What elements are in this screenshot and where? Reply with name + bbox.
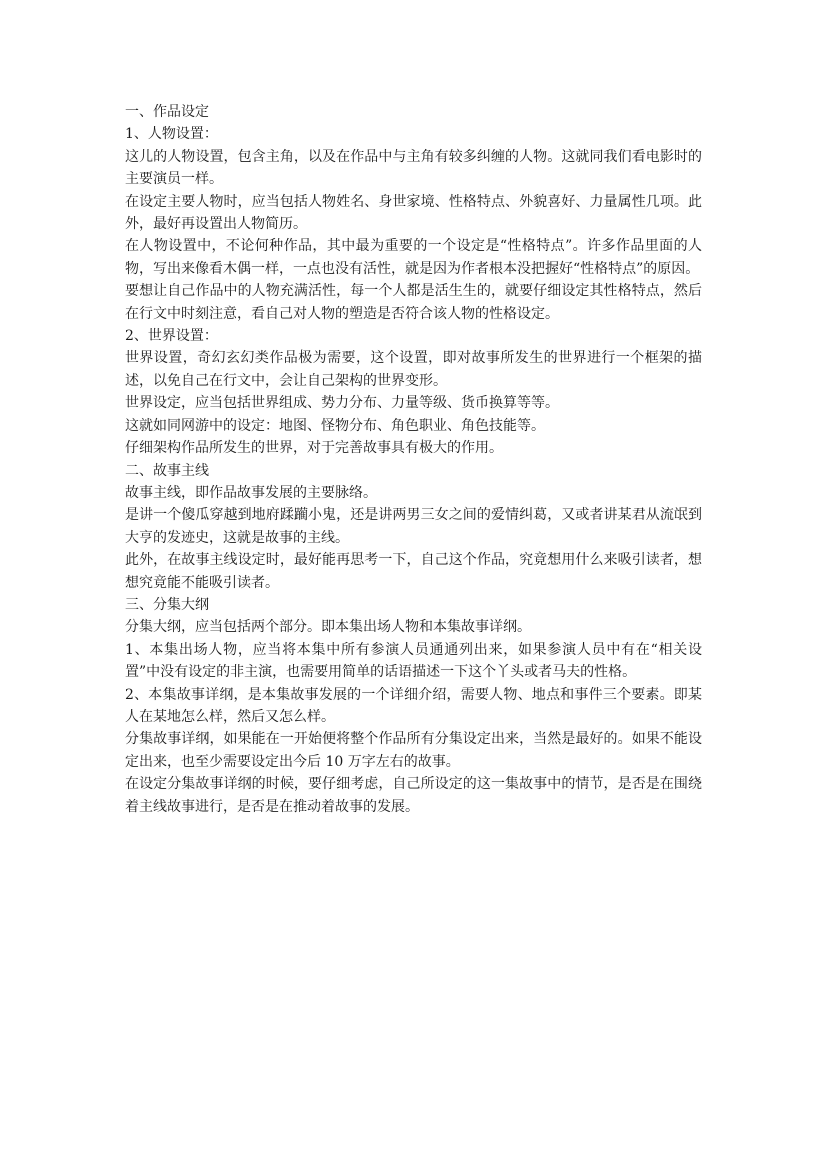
paragraph: 分集故事详纲，如果能在一开始便将整个作品所有分集设定出来，当然是最好的。如果不能设定出来，也至少需要设定出今后 10 万字左右的故事。 [125,731,702,770]
paragraph: 在人物设置中，不论何种作品，其中最为重要的一个设定是“性格特点”。许多作品里面的人物，写出来像看木偶一样，一点也没有活性，就是因为作者根本没把握好“性格特点”的原因。 [125,238,702,277]
paragraph: 分集大纲，应当包括两个部分。即本集出场人物和本集故事详纲。 [125,619,531,636]
paragraph: 1、人物设置： [125,126,218,143]
paragraph: 仔细架构作品所发生的世界，对于完善故事具有极大的作用。 [125,440,503,457]
paragraph: 此外，在故事主线设定时，最好能再思考一下，自己这个作品，究竟想用什么来吸引读者，想想究竟能不能吸引读者。 [125,552,702,591]
paragraph: 故事主线，即作品故事发展的主要脉络。 [125,484,377,501]
section-heading: 一、作品设定 [125,104,209,120]
paragraph: 要想让自己作品中的人物充满活性，每一个人都是活生生的，就要仔细设定其性格特点，然后在行文中时刻注意，看自己对人物的塑造是否符合该人物的性格设定。 [125,283,702,322]
section-heading: 二、故事主线 [125,462,209,479]
document-body [125,101,702,818]
paragraph: 这儿的人物设置，包含主角，以及在作品中与主角有较多纠缠的人物。这就同我们看电影时的主要演员一样。 [125,148,702,188]
paragraph: 2、本集故事详纲，是本集故事发展的一个详细介绍，需要人物、地点和事件三个要素。即某人在某地怎么样，然后又怎么样。 [125,686,702,725]
paragraph: 在设定主要人物时，应当包括人物姓名、身世家境、性格特点、外貌喜好、力量属性几项。此外，最好再设置出人物简历。 [125,193,702,233]
paragraph: 2、世界设置： [125,328,218,345]
paragraph: 这就如同网游中的设定：地图、怪物分布、角色职业、角色技能等。 [125,417,545,434]
paragraph: 1、本集出场人物，应当将本集中所有参演人员通通列出来，如果参演人员中有在“相关设置”中没有设定的非主演，也需要用简单的话语描述一下这个丫头或者马夫的性格。 [125,641,702,681]
paragraph: 世界设定，应当包括世界组成、势力分布、力量等级、货币换算等等。 [125,395,559,412]
paragraph: 是讲一个傻瓜穿越到地府蹂躏小鬼，还是讲两男三女之间的爱情纠葛，又或者讲某君从流氓到大亨的发迹史，这就是故事的主线。 [125,507,702,546]
section-heading: 三、分集大纲 [125,596,209,613]
paragraph: 世界设置，奇幻玄幻类作品极为需要，这个设置，即对故事所发生的世界进行一个框架的描述，以免自己在行文中，会让自己架构的世界变形。 [125,350,702,389]
paragraph: 在设定分集故事详纲的时候，要仔细考虑，自己所设定的这一集故事中的情节，是否是在围绕着主线故事进行，是否是在推动着故事的发展。 [125,776,702,815]
